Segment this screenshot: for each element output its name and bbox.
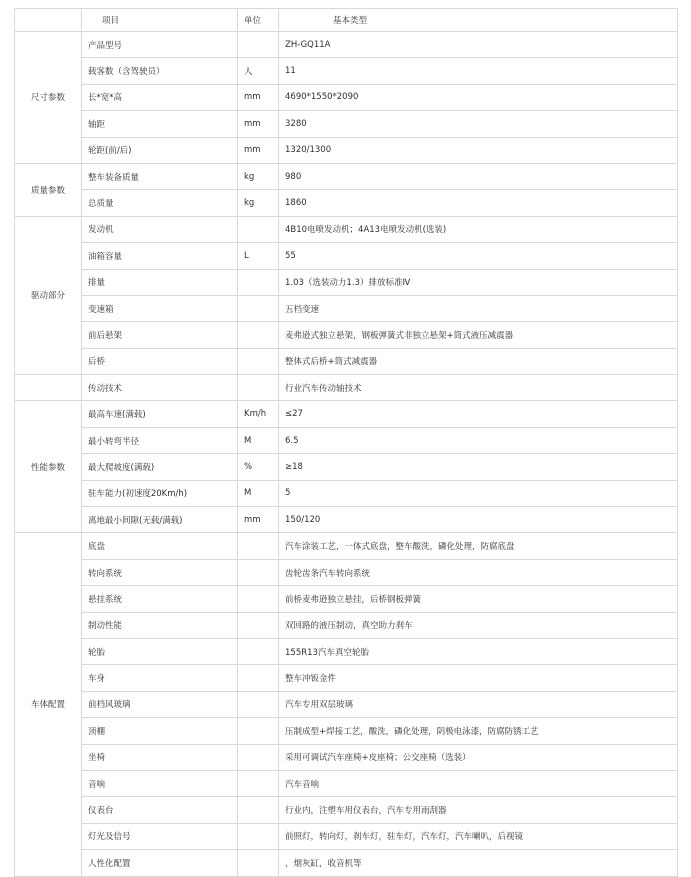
item-cell: 离地最小间隙(无载/满载) (82, 507, 238, 533)
unit-cell (238, 269, 279, 295)
value-cell: 980 (279, 163, 678, 189)
table-row (15, 770, 678, 796)
item-cell: 轴距 (82, 111, 238, 137)
unit-cell (238, 770, 279, 796)
spec-table-body (15, 9, 678, 877)
table-row (15, 718, 678, 744)
unit-cell: mm (238, 507, 279, 533)
value-cell: 11 (279, 58, 678, 84)
unit-cell (238, 295, 279, 321)
table-row (15, 295, 678, 321)
table-row (15, 427, 678, 453)
unit-cell: 人 (238, 58, 279, 84)
unit-cell (238, 586, 279, 612)
category-cell: 驱动部分 (15, 216, 82, 374)
value-cell: 4B10电喷发动机；4A13电喷发动机(选装) (279, 216, 678, 242)
item-cell: 长*宽*高 (82, 84, 238, 110)
value-cell: 55 (279, 243, 678, 269)
unit-cell (238, 850, 279, 876)
value-cell: 4690*1550*2090 (279, 84, 678, 110)
item-cell: 油箱容量 (82, 243, 238, 269)
unit-cell (238, 322, 279, 348)
item-cell: 制动性能 (82, 612, 238, 638)
category-cell: 质量参数 (15, 163, 82, 216)
unit-cell (238, 797, 279, 823)
unit-cell (238, 612, 279, 638)
value-cell: 6.5 (279, 427, 678, 453)
table-row (15, 322, 678, 348)
item-cell: 排量 (82, 269, 238, 295)
value-cell: 汽车专用双层玻璃 (279, 691, 678, 717)
item-cell: 轮胎 (82, 638, 238, 664)
category-cell (15, 375, 82, 401)
header-unit: 单位 (238, 9, 279, 32)
value-cell: 行业内，注塑车用仪表台，汽车专用雨刮器 (279, 797, 678, 823)
spec-table-container (14, 8, 678, 877)
value-cell: 麦弗逊式独立悬架，钢板弹簧式非独立悬架+筒式液压减震器 (279, 322, 678, 348)
unit-cell (238, 718, 279, 744)
unit-cell: Km/h (238, 401, 279, 427)
item-cell: 悬挂系统 (82, 586, 238, 612)
value-cell: 齿轮齿条汽车转向系统 (279, 559, 678, 585)
table-row (15, 612, 678, 638)
unit-cell: % (238, 454, 279, 480)
item-cell: 整车装备质量 (82, 163, 238, 189)
item-cell: 产品型号 (82, 32, 238, 58)
unit-cell (238, 533, 279, 559)
item-cell: 顶棚 (82, 718, 238, 744)
table-row (15, 797, 678, 823)
table-row (15, 137, 678, 163)
unit-cell (238, 691, 279, 717)
item-cell: 最高车速(满载) (82, 401, 238, 427)
table-row (15, 375, 678, 401)
item-cell: 传动技术 (82, 375, 238, 401)
table-row (15, 216, 678, 242)
category-cell: 车体配置 (15, 533, 82, 876)
unit-cell: M (238, 427, 279, 453)
category-cell: 性能参数 (15, 401, 82, 533)
value-cell: 5 (279, 480, 678, 506)
item-cell: 灯光及信号 (82, 823, 238, 849)
header-type: 基本类型 (279, 9, 678, 32)
table-row (15, 58, 678, 84)
item-cell: 发动机 (82, 216, 238, 242)
value-cell: 前照灯，转向灯，刹车灯，驻车灯，汽车灯，汽车喇叭，后视镜 (279, 823, 678, 849)
value-cell: 压制成型+焊接工艺，酸洗，磷化处理，阴极电泳漆，防腐防锈工艺 (279, 718, 678, 744)
table-row (15, 32, 678, 58)
table-row (15, 586, 678, 612)
item-cell: 车身 (82, 665, 238, 691)
item-cell: 底盘 (82, 533, 238, 559)
table-row (15, 850, 678, 876)
item-cell: 最小转弯半径 (82, 427, 238, 453)
item-cell: 最大爬坡度(满载) (82, 454, 238, 480)
value-cell: 整车冲钣金件 (279, 665, 678, 691)
item-cell: 人性化配置 (82, 850, 238, 876)
table-row (15, 454, 678, 480)
unit-cell (238, 216, 279, 242)
table-row (15, 401, 678, 427)
header-category-cell (15, 9, 82, 32)
item-cell: 变速箱 (82, 295, 238, 321)
value-cell: 行业汽车传动轴技术 (279, 375, 678, 401)
item-cell: 前档风玻璃 (82, 691, 238, 717)
item-cell: 仪表台 (82, 797, 238, 823)
unit-cell: kg (238, 190, 279, 216)
value-cell: 双回路的液压制动，真空助力刹车 (279, 612, 678, 638)
table-row (15, 243, 678, 269)
table-row (15, 559, 678, 585)
unit-cell (238, 638, 279, 664)
unit-cell (238, 823, 279, 849)
value-cell: 汽车涂装工艺，一体式底盘，整车酸洗，磷化处理，防腐底盘 (279, 533, 678, 559)
unit-cell: mm (238, 111, 279, 137)
value-cell: 汽车音响 (279, 770, 678, 796)
unit-cell: kg (238, 163, 279, 189)
table-row (15, 480, 678, 506)
item-cell: 载客数（含驾驶员） (82, 58, 238, 84)
value-cell: 五档变速 (279, 295, 678, 321)
table-row (15, 111, 678, 137)
item-cell: 驻车能力(初速度20Km/h) (82, 480, 238, 506)
item-cell: 总质量 (82, 190, 238, 216)
table-row (15, 744, 678, 770)
table-row (15, 507, 678, 533)
table-row (15, 533, 678, 559)
table-row (15, 163, 678, 189)
table-row (15, 665, 678, 691)
value-cell: 采用可调试汽车座椅+皮座椅；公交座椅（选装） (279, 744, 678, 770)
item-cell: 转向系统 (82, 559, 238, 585)
value-cell: 整体式后桥+筒式减震器 (279, 348, 678, 374)
item-cell: 轮距(前/后) (82, 137, 238, 163)
table-row (15, 638, 678, 664)
value-cell: 前桥麦弗逊独立悬挂，后桥钢板弹簧 (279, 586, 678, 612)
value-cell: 1320/1300 (279, 137, 678, 163)
table-row (15, 348, 678, 374)
unit-cell (238, 348, 279, 374)
table-row (15, 190, 678, 216)
unit-cell (238, 559, 279, 585)
unit-cell (238, 32, 279, 58)
unit-cell (238, 744, 279, 770)
spec-table (14, 8, 678, 877)
unit-cell (238, 375, 279, 401)
item-cell: 后桥 (82, 348, 238, 374)
unit-cell: mm (238, 137, 279, 163)
table-row (15, 84, 678, 110)
value-cell: 1.03（选装动力1.3）排放标准Ⅳ (279, 269, 678, 295)
value-cell: ，烟灰缸，收音机等 (279, 850, 678, 876)
value-cell: 1860 (279, 190, 678, 216)
value-cell: 3280 (279, 111, 678, 137)
header-item: 项目 (82, 9, 238, 32)
table-row (15, 823, 678, 849)
table-row (15, 269, 678, 295)
value-cell: ZH-GQ11A (279, 32, 678, 58)
unit-cell: mm (238, 84, 279, 110)
unit-cell: L (238, 243, 279, 269)
header-row (15, 9, 678, 32)
value-cell: ≥18 (279, 454, 678, 480)
category-cell: 尺寸参数 (15, 32, 82, 164)
value-cell: 155R13汽车真空轮胎 (279, 638, 678, 664)
unit-cell (238, 665, 279, 691)
value-cell: 150/120 (279, 507, 678, 533)
table-row (15, 691, 678, 717)
value-cell: ≤27 (279, 401, 678, 427)
item-cell: 前后悬架 (82, 322, 238, 348)
unit-cell: M (238, 480, 279, 506)
item-cell: 坐椅 (82, 744, 238, 770)
item-cell: 音响 (82, 770, 238, 796)
